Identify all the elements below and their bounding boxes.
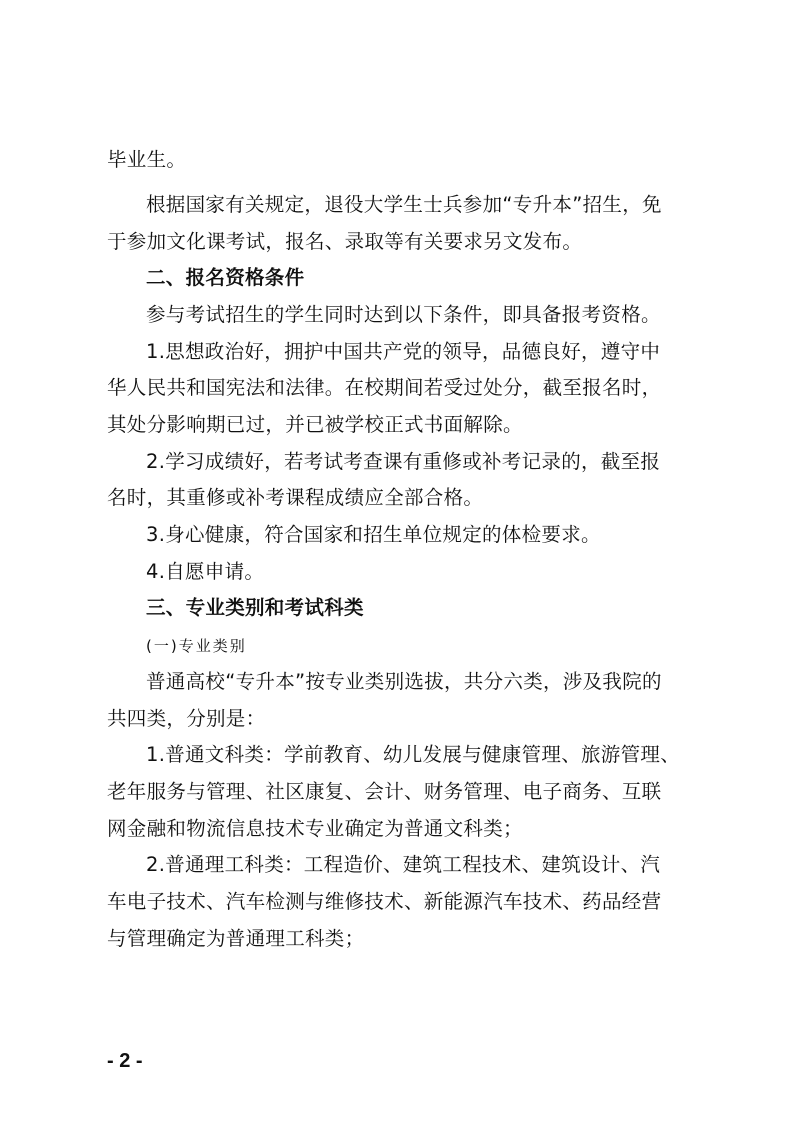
line-condition-1b: 华人民共和国宪法和法律。在校期间若受过处分，截至报名时， (107, 376, 662, 399)
line-condition-2b: 名时，其重修或补考课程成绩应全部合格。 (107, 486, 484, 509)
line-graduates: 毕业生。 (107, 148, 187, 171)
section-heading-2: 二、报名资格条件 (146, 266, 305, 289)
line-condition-4: 4.自愿申请。 (146, 560, 265, 583)
line-science-eng-2: 车电子技术、汽车检测与维修技术、新能源汽车技术、药品经营 (107, 890, 662, 913)
line-condition-1a: 1.思想政治好，拥护中国共产党的领导，品德良好，遵守中 (146, 340, 661, 363)
line-veterans-policy-2: 于参加文化课考试，报名、录取等有关要求另文发布。 (107, 230, 583, 253)
line-condition-1c: 其处分影响期已过，并已被学校正式书面解除。 (107, 413, 523, 436)
line-conditions-intro: 参与考试招生的学生同时达到以下条件，即具备报考资格。 (146, 303, 661, 326)
line-condition-2a: 2.学习成绩好，若考试考查课有重修或补考记录的，截至报 (146, 450, 661, 473)
line-condition-3: 3.身心健康，符合国家和招生单位规定的体检要求。 (146, 523, 601, 546)
line-categories-intro-2: 共四类，分别是： (107, 707, 266, 730)
line-science-eng-3: 与管理确定为普通理工科类； (107, 927, 365, 950)
line-categories-intro-1: 普通高校“专升本”按专业类别选拔，共分六类，涉及我院的 (146, 670, 662, 693)
line-liberal-arts-3: 网金融和物流信息技术专业确定为普通文科类； (107, 817, 523, 840)
subsection-heading-1: (一)专业类别 (146, 637, 247, 655)
line-liberal-arts-1: 1.普通文科类：学前教育、幼儿发展与健康管理、旅游管理、 (146, 743, 681, 766)
page-number: - 2 - (107, 1050, 143, 1072)
line-liberal-arts-2: 老年服务与管理、社区康复、会计、财务管理、电子商务、互联 (107, 780, 662, 803)
section-heading-3: 三、专业类别和考试科类 (146, 596, 364, 619)
line-veterans-policy-1: 根据国家有关规定，退役大学生士兵参加“专升本”招生，免 (146, 193, 662, 216)
line-science-eng-1: 2.普通理工科类：工程造价、建筑工程技术、建筑设计、汽 (146, 853, 661, 876)
